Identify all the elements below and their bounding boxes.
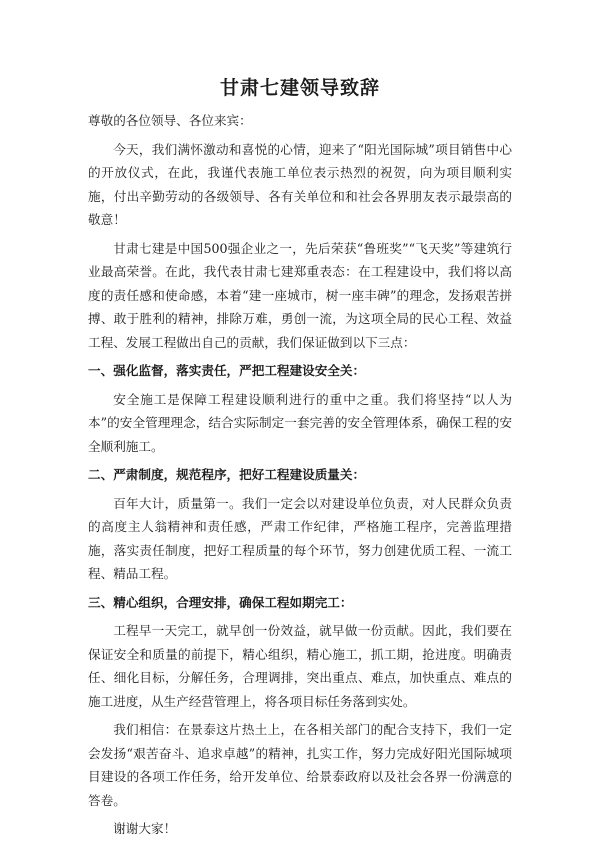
closing-line: 谢谢大家！	[113, 821, 177, 836]
section-body-quality: 百年大计，质量第一。我们一定会以对建设单位负责，对人民群众负责的高度主人翁精神和责任感，严肃工作纪律，严格施工程序，完善监理措施，落实责任制度，把好工程质量的每个环节，努力创建优质工程、一流工程、精品工程。	[88, 495, 512, 581]
section-body-safety: 安全施工是保障工程建设顺利进行的重中之重。我们将坚持“以人为本”的安全管理理念，结合实际制定一套完善的安全管理体系，确保工程的安全顺利施工。	[88, 391, 512, 454]
paragraph-commitment: 甘肃七建是中国500强企业之一，先后荣获“鲁班奖”“飞天奖”等建筑行业最高荣誉。在此，我代表甘肃七建郑重表态：在工程建设中，我们将以高度的责任感和使命感，本着“建一座城市，树一座丰碑”的理念，发扬艰苦拼搏、敢于胜利的精神，排除万难，勇创一流，为这项全局的民心工程、效益工程、发展工程做出自己的贡献，我们保证做到以下三点：	[88, 240, 512, 350]
paragraph-conclusion: 我们相信：在景泰这片热土上，在各相关部门的配合支持下，我们一定会发扬“艰苦奋斗、追求卓越”的精神，扎实工作，努力完成好阳光国际城项目建设的各项工作任务，给开发单位、给景泰政府以及社会各界一份满意的答卷。	[88, 722, 512, 808]
section-heading-safety: 一、强化监督，落实责任，严把工程建设安全关：	[88, 363, 366, 378]
section-heading-quality: 二、严肃制度，规范程序，把好工程建设质量关：	[88, 467, 366, 482]
document-title: 甘肃七建领导致辞	[219, 77, 380, 99]
section-heading-schedule: 三、精心组织，合理安排，确保工程如期完工：	[88, 594, 353, 610]
section-body-schedule: 工程早一天完工，就早创一份效益，就早做一份贡献。因此，我们要在保证安全和质量的前提下，精心组织，精心施工，抓工期，抢进度。明确责任、细化目标，分解任务，合理调排，突出重点、难点，加快重点、难点的施工进度，从生产经营管理上，将各项目标任务落到实处。	[88, 623, 512, 709]
paragraph-opening: 今天，我们满怀激动和喜悦的心情，迎来了“阳光国际城”项目销售中心的开放仪式，在此，我谨代表施工单位表示热烈的祝贺，向为项目顺利实施，付出辛勤劳动的各级领导、各有关单位和和社会各界朋友表示最崇高的敬意！	[88, 141, 512, 227]
salutation: 尊敬的各位领导、各位来宾：	[88, 113, 252, 128]
